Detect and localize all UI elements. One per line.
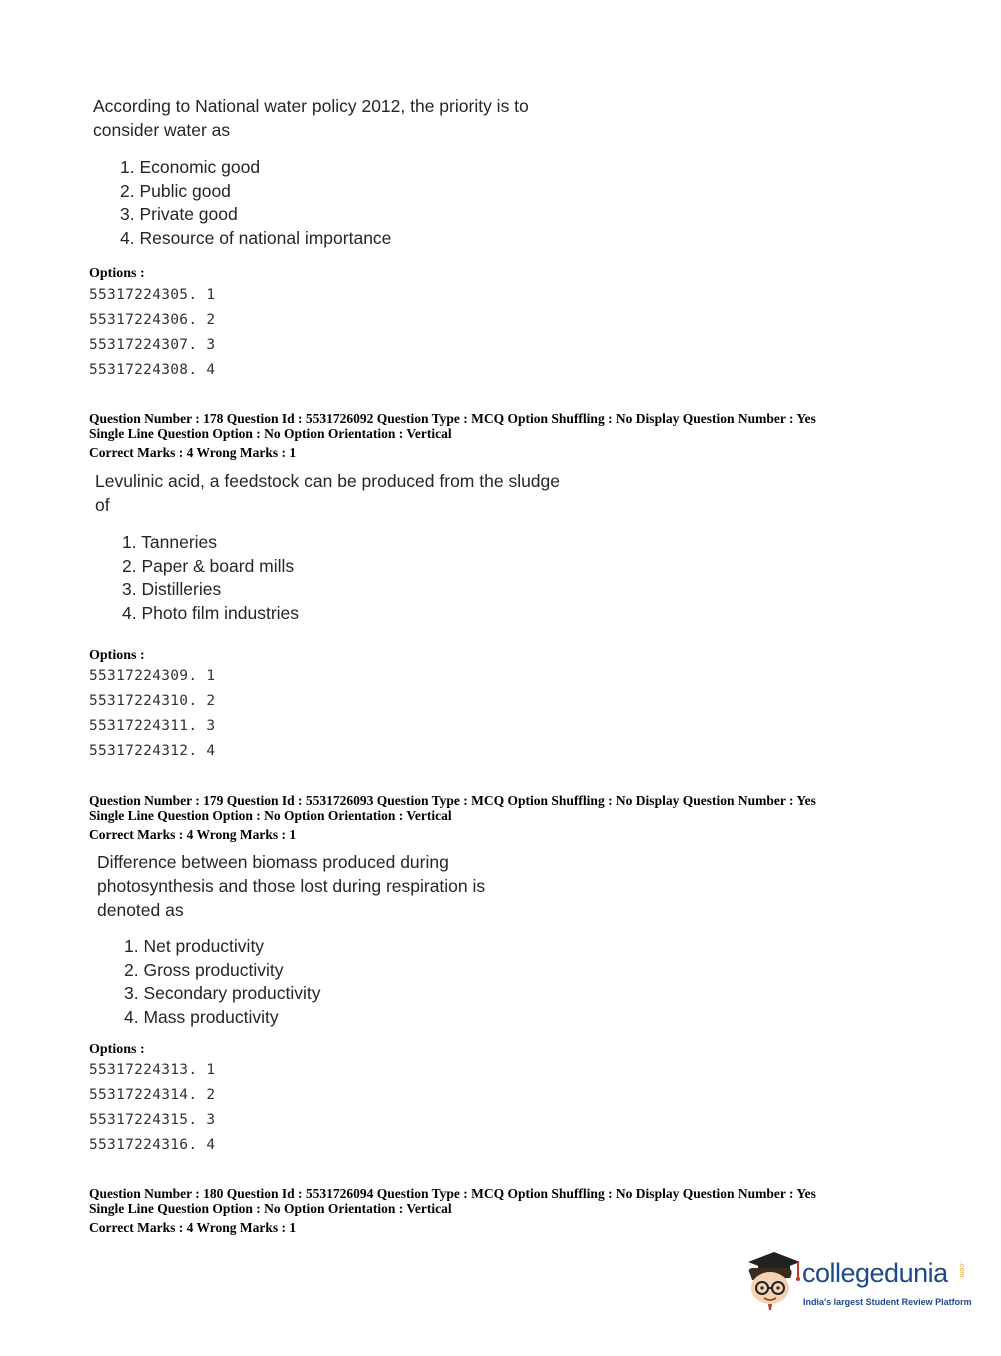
option-item: 55317224308. 4 [89,362,216,378]
question-stem: According to National water policy 2012, the priority is to consider water as [93,96,529,140]
choice-item: 2. Public good [120,180,231,201]
options-heading: Options : [89,266,145,281]
choice-item: 2. Gross productivity [124,959,284,980]
brand-name: collegedunia [802,1258,948,1288]
brand-suffix: .com [958,1262,965,1278]
option-item: 55317224306. 2 [89,312,216,328]
choice-item: 3. Private good [120,204,238,224]
options-heading: Options : [89,1042,145,1057]
option-item: 55317224310. 2 [89,693,216,709]
question-stem: Levulinic acid, a feedstock can be produced from the sludge of [95,471,561,515]
option-item: 55317224311. 3 [89,718,216,734]
marks-line: Correct Marks : 4 Wrong Marks : 1 [89,445,297,460]
question-choices [120,156,391,250]
question-choices [122,531,299,625]
options-list [89,1058,215,1158]
choice-item: 2. Paper & board mills [122,555,295,576]
choice-item: 3. Distilleries [122,579,222,599]
options-heading: Options : [89,648,145,663]
collegedunia-logo [740,1248,970,1318]
meta-line: Question Number : 178 Question Id : 5531726092 Question Type : MCQ Option Shuffling : No Display Question Number : Yes [89,411,816,426]
meta-line: Question Number : 180 Question Id : 5531726094 Question Type : MCQ Option Shuffling : No Display Question Number : Yes [89,1186,816,1201]
option-item: 55317224307. 3 [89,337,216,353]
choice-item: 4. Mass productivity [124,1006,279,1027]
marks-line: Correct Marks : 4 Wrong Marks : 1 [89,827,297,842]
choice-item: 4. Photo film industries [122,602,300,623]
option-item: 55317224305. 1 [89,287,216,303]
option-item: 55317224309. 1 [89,668,216,684]
question-meta [89,411,919,460]
meta-line: Single Line Question Option : No Option Orientation : Vertical [89,808,452,823]
marks-line: Correct Marks : 4 Wrong Marks : 1 [89,1220,297,1235]
choice-item: 1. Economic good [120,157,261,177]
choice-item: 4. Resource of national importance [120,227,392,248]
option-item: 55317224312. 4 [89,743,216,759]
choice-item: 1. Net productivity [124,936,265,956]
question-meta [89,1186,919,1235]
option-item: 55317224314. 2 [89,1087,216,1103]
question-stem: Difference between biomass produced during photosynthesis and those lost during respiration is denoted as [97,852,486,920]
student-mascot-icon [740,1248,802,1310]
option-item: 55317224313. 1 [89,1062,216,1078]
question-choices [124,935,321,1029]
choice-item: 1. Tanneries [122,532,218,552]
meta-line: Question Number : 179 Question Id : 5531726093 Question Type : MCQ Option Shuffling : No Display Question Number : Yes [89,793,816,808]
options-list [89,283,215,383]
choice-item: 3. Secondary productivity [124,983,321,1003]
meta-line: Single Line Question Option : No Option Orientation : Vertical [89,1201,452,1216]
brand-tagline: India's largest Student Review Platform [803,1297,972,1307]
meta-line: Single Line Question Option : No Option Orientation : Vertical [89,426,452,441]
options-list [89,664,215,764]
option-item: 55317224316. 4 [89,1137,216,1153]
option-item: 55317224315. 3 [89,1112,216,1128]
question-meta [89,793,919,842]
